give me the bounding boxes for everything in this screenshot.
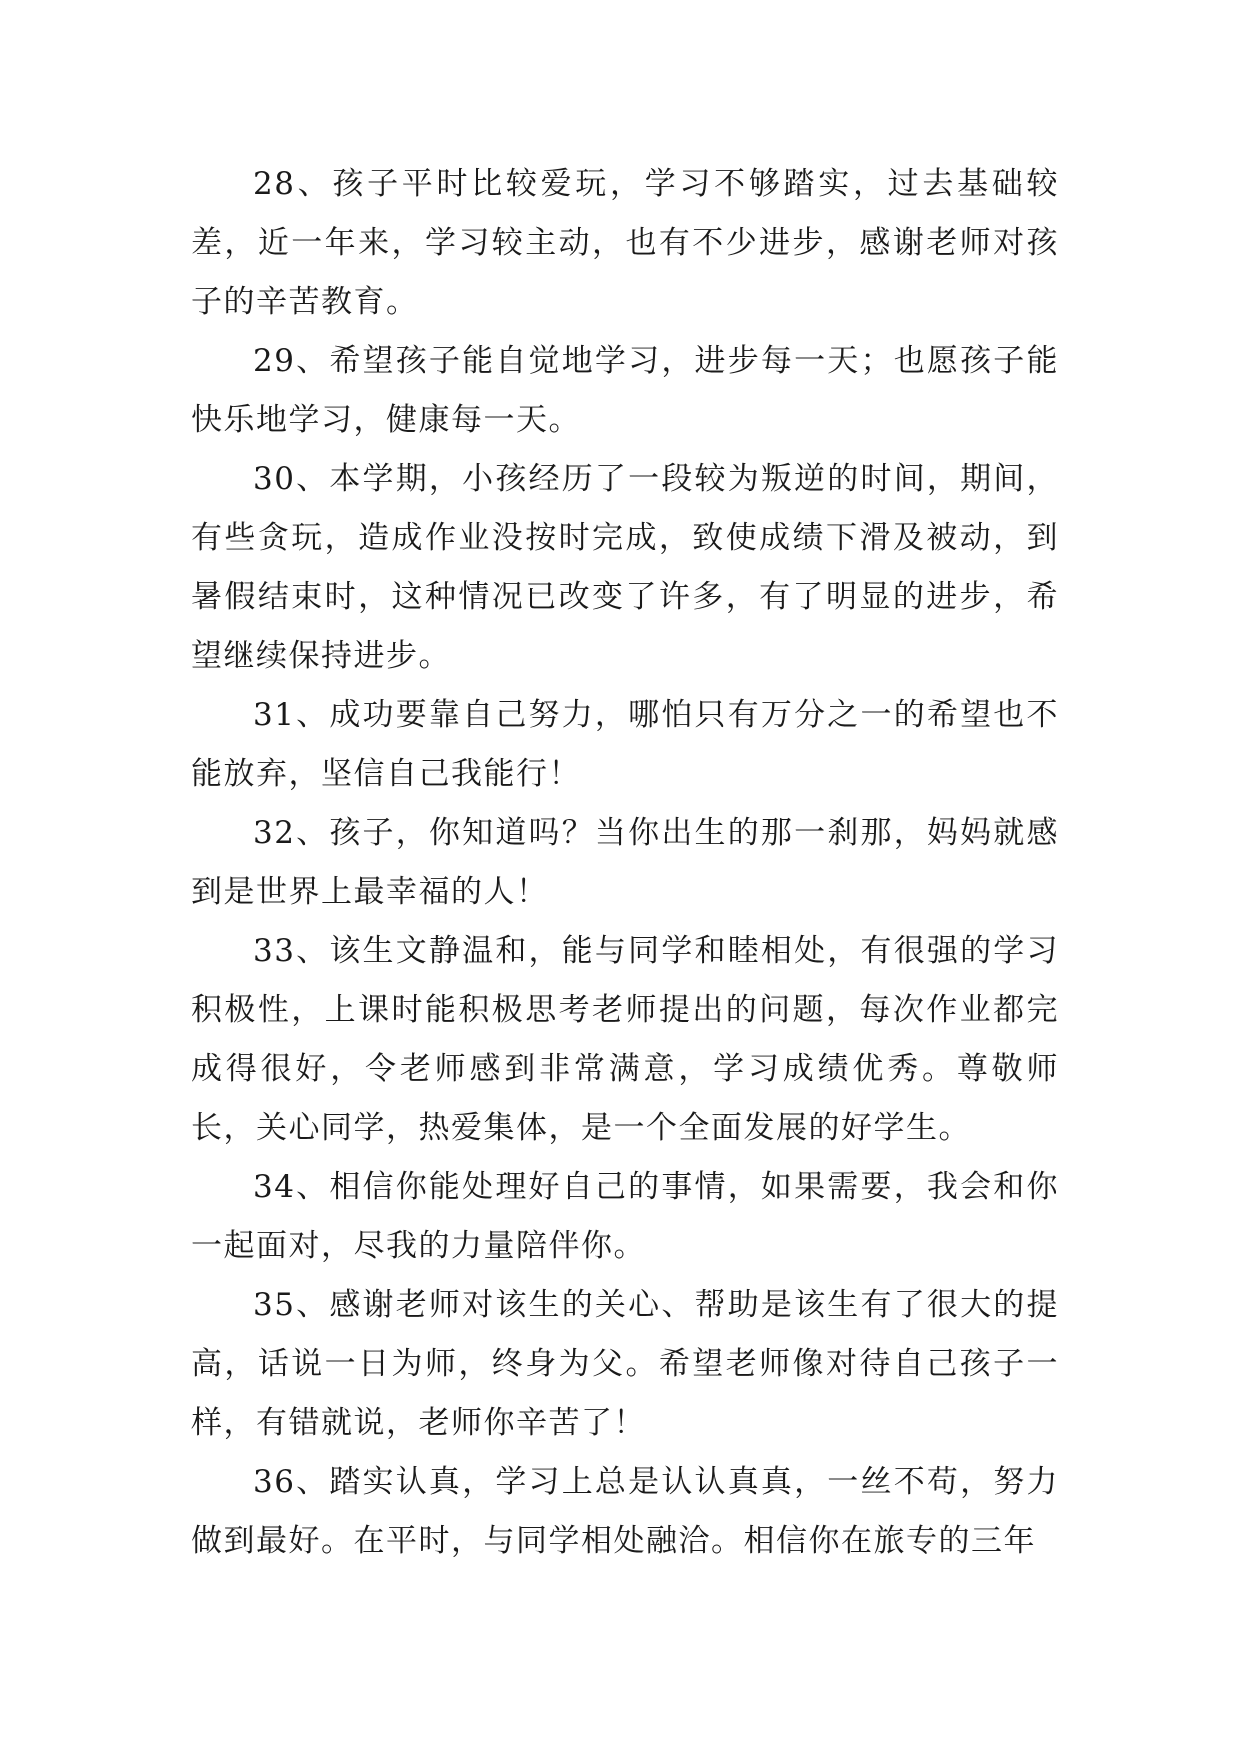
paragraph-29: 29、希望孩子能自觉地学习，进步每一天；也愿孩子能快乐地学习，健康每一天。 xyxy=(191,343,1059,438)
paragraph-36: 36、踏实认真，学习上总是认认真真，一丝不苟，努力做到最好。在平时，与同学相处融洽。相信你在旅专的三年 xyxy=(191,1464,1059,1559)
paragraph-34: 34、相信你能处理好自己的事情，如果需要，我会和你一起面对，尽我的力量陪伴你。 xyxy=(191,1169,1059,1264)
paragraph-30: 30、本学期，小孩经历了一段较为叛逆的时间，期间，有些贪玩，造成作业没按时完成，致使成绩下滑及被动，到暑假结束时，这种情况已改变了许多，有了明显的进步，希望继续保持进步。 xyxy=(191,461,1059,674)
paragraph-28: 28、孩子平时比较爱玩，学习不够踏实，过去基础较差，近一年来，学习较主动，也有不少进步，感谢老师对孩子的辛苦教育。 xyxy=(191,166,1059,320)
paragraph-33: 33、该生文静温和，能与同学和睦相处，有很强的学习积极性，上课时能积极思考老师提出的问题，每次作业都完成得很好，令老师感到非常满意，学习成绩优秀。尊敬师长，关心同学，热爱集体，是一个全面发展的好学生。 xyxy=(191,933,1059,1146)
document-body xyxy=(191,155,1059,1571)
paragraph-31: 31、成功要靠自己努力，哪怕只有万分之一的希望也不能放弃，坚信自己我能行！ xyxy=(191,697,1059,792)
paragraph-35: 35、感谢老师对该生的关心、帮助是该生有了很大的提高，话说一日为师，终身为父。希望老师像对待自己孩子一样，有错就说，老师你辛苦了！ xyxy=(191,1287,1059,1441)
paragraph-32: 32、孩子，你知道吗？当你出生的那一刹那，妈妈就感到是世界上最幸福的人！ xyxy=(191,815,1059,910)
